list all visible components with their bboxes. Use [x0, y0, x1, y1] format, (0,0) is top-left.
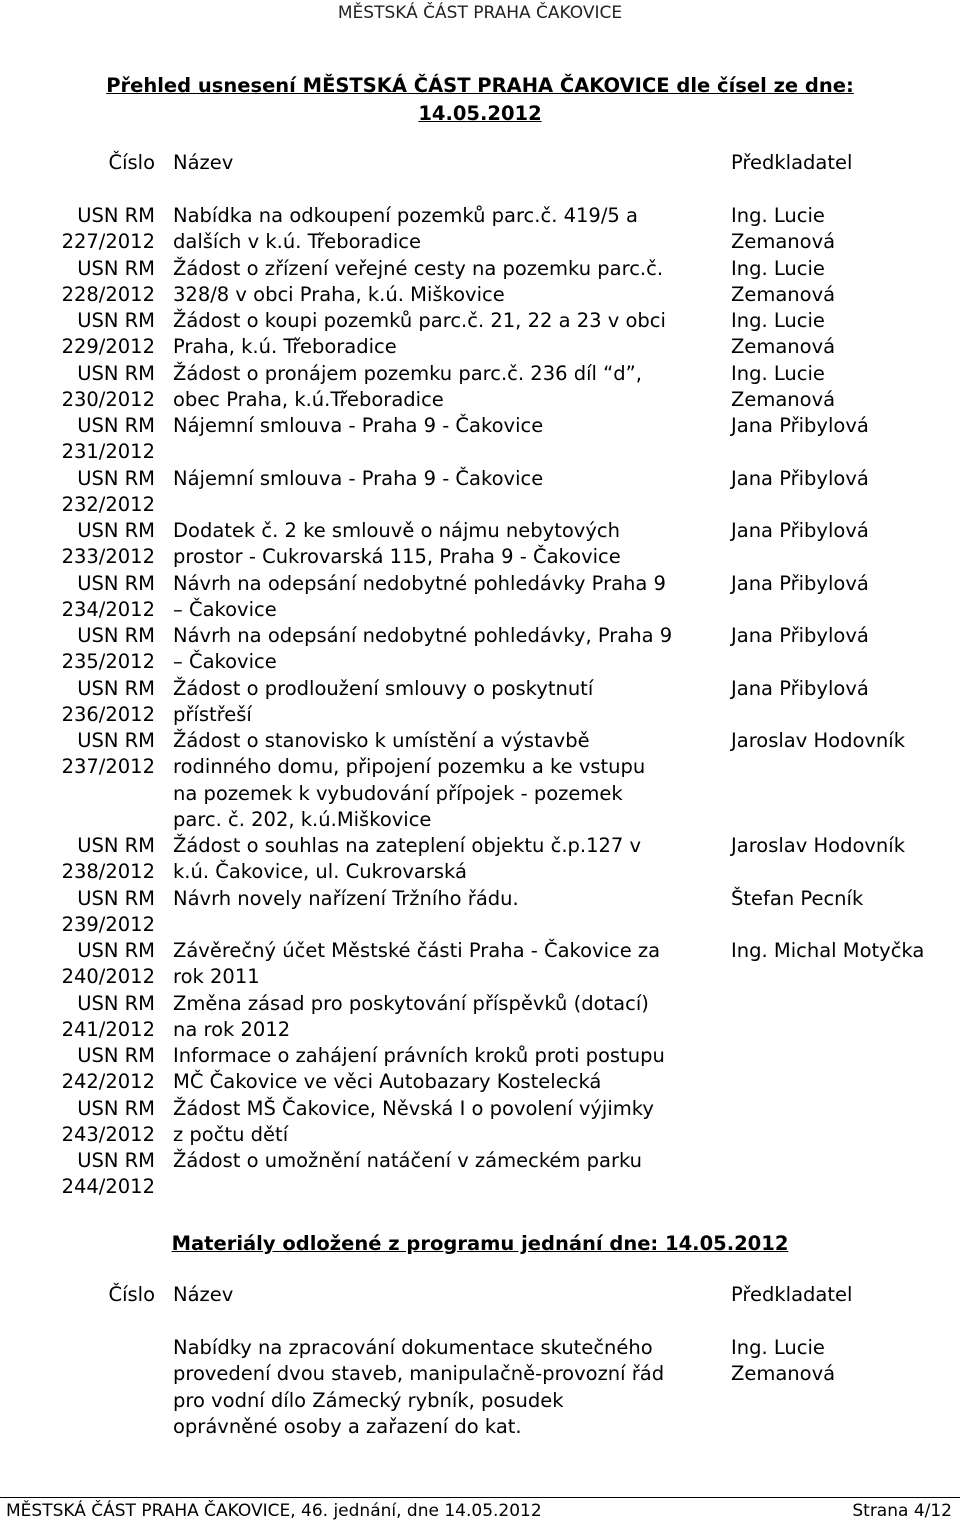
page-header: MĚSTSKÁ ČÁST PRAHA ČAKOVICE — [337, 3, 623, 23]
resolution-number: USN RM — [77, 886, 155, 910]
table-row — [0, 807, 960, 833]
resolution-name: 328/8 v obci Praha, k.ú. Miškovice — [173, 282, 505, 306]
table-row — [0, 1414, 960, 1440]
resolution-name: na rok 2012 — [173, 1017, 291, 1041]
resolution-submitter: Jaroslav Hodovník — [731, 729, 905, 752]
column-header-number: Číslo — [108, 151, 155, 174]
resolution-number: USN RM — [77, 256, 155, 280]
resolution-name: Nabídka na odkoupení pozemků parc.č. 419/5 a — [173, 204, 638, 227]
resolution-submitter: Jaroslav Hodovník — [731, 834, 905, 857]
table-row — [0, 334, 960, 360]
resolution-name: Návrh na odepsání nedobytné pohledávky, Praha 9 — [173, 624, 673, 647]
resolution-name: Žádost o souhlas na zateplení objektu č.p.127 v — [173, 834, 642, 857]
resolution-number: USN RM — [77, 624, 155, 647]
resolution-name: rok 2011 — [173, 965, 260, 989]
table-row — [0, 229, 960, 255]
table-row — [0, 282, 960, 308]
resolution-submitter: Ing. Michal Motyčka — [731, 939, 925, 962]
footer-page-number: Strana 4/12 — [852, 1501, 952, 1521]
resolution-name: provedení dvou staveb, manipulačně-provozní řád — [173, 1362, 665, 1386]
resolution-name: – Čakovice — [173, 597, 277, 621]
table-row — [0, 781, 960, 807]
table-row — [0, 649, 960, 675]
table-row — [0, 833, 960, 859]
resolution-submitter: Zemanová — [731, 335, 836, 359]
table-row — [0, 702, 960, 728]
table-row — [0, 518, 960, 544]
resolution-submitter: Ing. Lucie — [731, 1336, 825, 1359]
table-row — [0, 859, 960, 885]
resolution-number: 239/2012 — [61, 912, 155, 936]
resolution-submitter: Jana Přibylová — [731, 624, 869, 647]
resolution-name: z počtu dětí — [173, 1122, 289, 1146]
resolution-name: Informace o zahájení právních kroků proti postupu — [173, 1044, 665, 1067]
resolution-number: 234/2012 — [61, 597, 155, 621]
table-row — [0, 964, 960, 990]
resolution-name: rodinného domu, připojení pozemku a ke vstupu — [173, 755, 646, 779]
table-row — [0, 361, 960, 387]
resolution-submitter: Ing. Lucie — [731, 361, 825, 385]
table-row — [0, 1069, 960, 1095]
table-row — [0, 1043, 960, 1069]
table-row — [0, 439, 960, 465]
resolution-number: USN RM — [77, 1149, 155, 1172]
resolution-number: USN RM — [77, 309, 155, 332]
table-row — [0, 203, 960, 229]
resolution-name: Praha, k.ú. Třeboradice — [173, 335, 397, 359]
table-row — [0, 938, 960, 964]
table-row — [0, 256, 960, 282]
resolution-name: obec Praha, k.ú.Třeboradice — [173, 387, 444, 411]
table-row — [0, 1361, 960, 1387]
resolution-name: MČ Čakovice ve věci Autobazary Kostelecká — [173, 1070, 602, 1094]
resolution-number: 241/2012 — [61, 1017, 155, 1041]
table-row — [0, 623, 960, 649]
resolution-number: 232/2012 — [61, 492, 155, 516]
footer-meeting: MĚSTSKÁ ČÁST PRAHA ČAKOVICE, 46. jednání, dne 14.05.2012 — [6, 1501, 542, 1521]
resolution-number: USN RM — [77, 204, 155, 227]
resolution-submitter: Zemanová — [731, 387, 836, 411]
resolution-submitter: Ing. Lucie — [731, 256, 825, 280]
resolution-name: Žádost o umožnění natáčení v zámeckém parku — [173, 1149, 643, 1172]
resolution-name: Žádost o stanovisko k umístění a výstavbě — [173, 729, 590, 752]
resolution-number: 242/2012 — [61, 1070, 155, 1094]
resolution-name: Nabídky na zpracování dokumentace skutečného — [173, 1336, 653, 1359]
column-header-name: Název — [173, 151, 234, 174]
table-row — [0, 991, 960, 1017]
resolution-submitter: Jana Přibylová — [731, 414, 869, 437]
table-row — [0, 413, 960, 439]
resolution-name: Návrh na odepsání nedobytné pohledávky Praha 9 — [173, 571, 666, 595]
resolution-name: na pozemek k vybudování přípojek - pozemek — [173, 781, 623, 805]
resolution-number: USN RM — [77, 729, 155, 752]
resolutions-title — [0, 72, 960, 128]
resolution-name: k.ú. Čakovice, ul. Cukrovarská — [173, 860, 467, 884]
resolution-submitter: Jana Přibylová — [731, 676, 869, 700]
table-row — [0, 597, 960, 623]
resolution-name: Závěrečný účet Městské části Praha - Čakovice za — [173, 939, 661, 962]
resolution-number: 228/2012 — [61, 282, 155, 306]
resolution-submitter: Zemanová — [731, 282, 836, 306]
resolution-number: 230/2012 — [61, 387, 155, 411]
table-row — [0, 676, 960, 702]
table-row — [0, 1335, 960, 1361]
resolution-name: – Čakovice — [173, 650, 277, 674]
table-header — [0, 150, 960, 176]
table-row — [0, 912, 960, 938]
resolution-name: oprávněné osoby a zařazení do kat. — [173, 1414, 522, 1438]
resolution-number: USN RM — [77, 834, 155, 857]
resolution-name: Žádost o koupi pozemků parc.č. 21, 22 a 23 v obci — [173, 309, 666, 332]
deferred-title: Materiály odložené z programu jednání dne: 14.05.2012 — [171, 1232, 789, 1255]
resolution-name: Žádost MŠ Čakovice, Něvská I o povolení výjimky — [173, 1096, 654, 1120]
resolution-number: USN RM — [77, 519, 155, 542]
resolution-number: USN RM — [77, 466, 155, 490]
table-row — [0, 571, 960, 597]
resolution-submitter: Ing. Lucie — [731, 204, 825, 227]
resolution-submitter: Jana Přibylová — [731, 519, 869, 542]
table-row — [0, 886, 960, 912]
table-row — [0, 387, 960, 413]
resolution-number: USN RM — [77, 939, 155, 962]
resolution-name: Změna zásad pro poskytování příspěvků (dotací) — [173, 991, 649, 1015]
column-header-name: Název — [173, 1283, 234, 1306]
deferred-table-header — [0, 1282, 960, 1308]
resolution-number: USN RM — [77, 676, 155, 700]
resolution-number: USN RM — [77, 991, 155, 1015]
column-header-number: Číslo — [108, 1283, 155, 1306]
resolution-name: Nájemní smlouva - Praha 9 - Čakovice — [173, 466, 544, 490]
resolution-number: USN RM — [77, 1096, 155, 1120]
table-row — [0, 1122, 960, 1148]
table-row — [0, 1096, 960, 1122]
resolution-number: 244/2012 — [61, 1175, 155, 1199]
resolution-number: 243/2012 — [61, 1122, 155, 1146]
resolution-number: USN RM — [77, 414, 155, 437]
resolution-number: 231/2012 — [61, 440, 155, 464]
resolution-number: 238/2012 — [61, 860, 155, 884]
resolution-name: přístřeší — [173, 702, 252, 726]
resolution-number: 227/2012 — [61, 230, 155, 254]
resolution-number: 237/2012 — [61, 755, 155, 779]
resolution-number: USN RM — [77, 361, 155, 385]
column-header-submitter: Předkladatel — [731, 151, 853, 174]
resolution-name: Žádost o pronájem pozemku parc.č. 236 díl “d”, — [173, 361, 642, 385]
resolution-name: Návrh novely nařízení Tržního řádu. — [173, 886, 519, 910]
resolution-number: 229/2012 — [61, 335, 155, 359]
table-row — [0, 1148, 960, 1174]
resolution-name: Žádost o zřízení veřejné cesty na pozemku parc.č. — [173, 256, 664, 280]
column-header-submitter: Předkladatel — [731, 1283, 853, 1306]
resolution-submitter: Štefan Pecník — [731, 886, 864, 910]
resolution-number: 236/2012 — [61, 702, 155, 726]
resolution-submitter: Ing. Lucie — [731, 309, 825, 332]
resolutions-title-date: 14.05.2012 — [418, 102, 542, 125]
resolution-submitter: Jana Přibylová — [731, 466, 869, 490]
resolution-name: prostor - Cukrovarská 115, Praha 9 - Čakovice — [173, 545, 621, 569]
resolution-name: parc. č. 202, k.ú.Miškovice — [173, 807, 432, 831]
resolution-name: Dodatek č. 2 ke smlouvě o nájmu nebytových — [173, 519, 620, 542]
table-row — [0, 544, 960, 570]
resolution-name: pro vodní dílo Zámecký rybník, posudek — [173, 1388, 564, 1412]
table-row — [0, 466, 960, 492]
resolution-submitter: Zemanová — [731, 230, 836, 254]
resolution-number: 240/2012 — [61, 965, 155, 989]
resolution-number: 233/2012 — [61, 545, 155, 569]
page-footer — [0, 1497, 960, 1520]
resolution-submitter: Zemanová — [731, 1362, 836, 1386]
table-row — [0, 754, 960, 780]
resolution-number: USN RM — [77, 571, 155, 595]
resolutions-title-line: Přehled usnesení MĚSTSKÁ ČÁST PRAHA ČAKOVICE dle čísel ze dne: — [106, 74, 854, 97]
resolution-name: dalších v k.ú. Třeboradice — [173, 230, 422, 254]
table-row — [0, 308, 960, 334]
resolution-name: Nájemní smlouva - Praha 9 - Čakovice — [173, 414, 544, 437]
resolution-number: 235/2012 — [61, 650, 155, 674]
table-row — [0, 1174, 960, 1200]
resolution-name: Žádost o prodloužení smlouvy o poskytnutí — [173, 676, 594, 700]
resolution-number: USN RM — [77, 1044, 155, 1067]
table-row — [0, 492, 960, 518]
table-row — [0, 1388, 960, 1414]
resolution-submitter: Jana Přibylová — [731, 571, 869, 595]
table-row — [0, 728, 960, 754]
table-row — [0, 1017, 960, 1043]
